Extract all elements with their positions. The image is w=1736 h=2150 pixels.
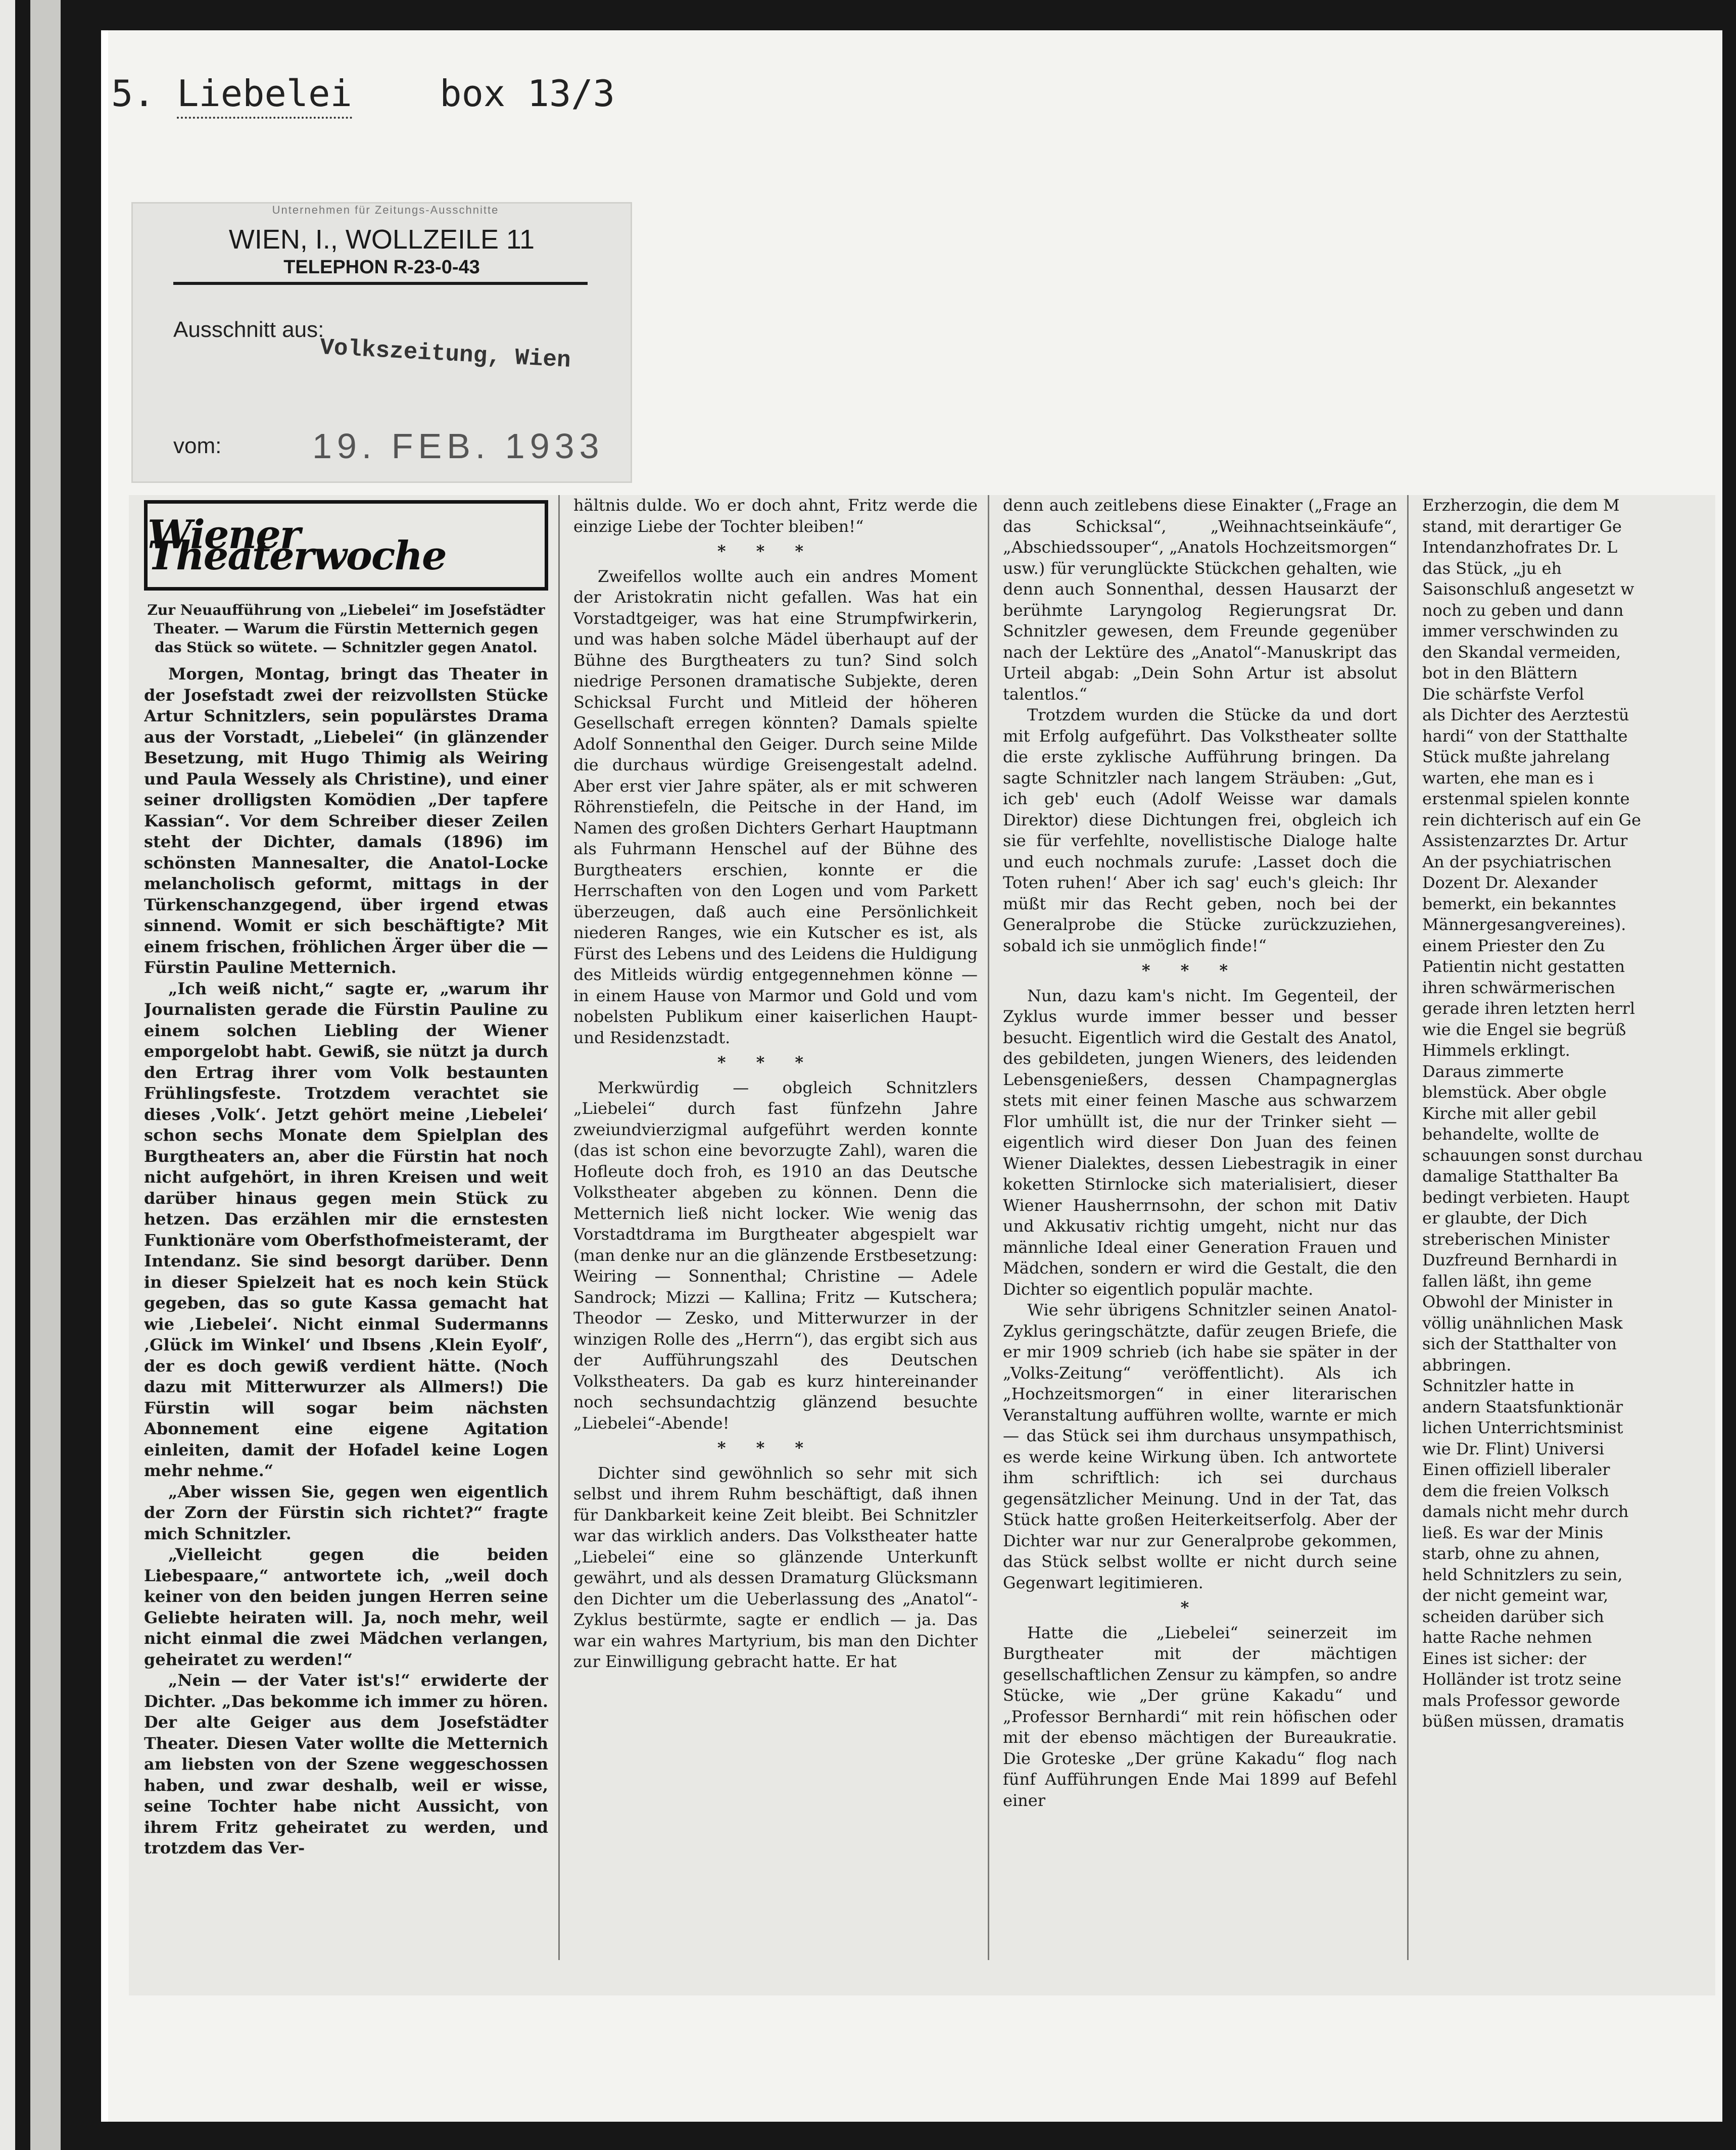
cropped-line: starb, ohne zu ahnen, <box>1422 1544 1600 1563</box>
cropped-line: Duzfreund Bernhardi in <box>1422 1250 1618 1269</box>
stamp-company: Unternehmen für Zeitungs-Ausschnitte <box>272 204 499 216</box>
cropped-line: der nicht gemeint war, <box>1422 1586 1609 1605</box>
section-separator: *** <box>717 1053 834 1072</box>
cropped-line: Erzherzogin, die dem M <box>1422 496 1620 515</box>
cropped-line: hatte Rache nehmen <box>1422 1628 1593 1647</box>
paragraph: „Vielleicht gegen die beiden Liebespaare,“ antwortete ich, „weil doch keiner von den beiden jungen Herren seine Geliebte heiraten will. Ja, noch mehr, weil nicht einmal die zwei Mädchen verlangen, geheiratet zu werden!“ <box>144 1545 548 1669</box>
archive-header <box>111 66 707 121</box>
article-column-1 <box>144 495 548 1965</box>
source-stamp: Volkszeitung, Wien <box>319 334 571 374</box>
paragraph: „Nein — der Vater ist's!“ erwiderte der Dichter. „Das bekomme ich immer zu hören. Der alte Geiger aus dem Josefstädter Theater. Diesen Vater wollte die Metternich am liebsten von der Szene weggeschossen haben, und zwar deshalb, weil er wisse, seine Tochter habe nicht Aussicht, von ihrem Fritz geheiratet zu werden, und trotzdem das Ver- <box>144 1671 548 1858</box>
cropped-line: bot in den Blättern <box>1422 663 1578 682</box>
cropped-line: lichen Unterrichtsminist <box>1422 1418 1623 1437</box>
cropped-line: Männergesangvereines). <box>1422 915 1626 934</box>
cropped-line: einem Priester den Zu <box>1422 936 1605 955</box>
scan-edge-left <box>0 0 15 2150</box>
cropped-line: Intendanzhofrates Dr. L <box>1422 538 1618 557</box>
section-separator: *** <box>1141 961 1259 980</box>
stamp-divider <box>173 282 588 285</box>
cropped-line: Die schärfste Verfol <box>1422 684 1584 704</box>
cropped-line: stand, mit derartiger Ge <box>1422 516 1622 536</box>
cropped-line: Kirche mit aller gebil <box>1422 1103 1597 1123</box>
box-label: box 13/3 <box>440 72 615 115</box>
cropped-line: abbringen. <box>1422 1355 1512 1375</box>
clipping-service-stamp <box>131 202 632 483</box>
cropped-line: held Schnitzlers zu sein, <box>1422 1565 1623 1584</box>
date-stamp: 19. FEB. 1933 <box>312 426 604 466</box>
cropped-line: behandelte, wollte de <box>1422 1125 1600 1144</box>
cropped-line: hardi“ von der Statthalte <box>1422 726 1628 746</box>
cropped-line: Saisonschluß angesetzt w <box>1422 579 1634 599</box>
scan-edge-shadow <box>30 0 61 2150</box>
article-column-2 <box>573 495 978 1965</box>
cropped-line: Daraus zimmerte <box>1422 1061 1564 1081</box>
cropped-line: den Skandal vermeiden, <box>1422 642 1621 662</box>
cropped-line: scheiden darüber sich <box>1422 1606 1604 1626</box>
cropped-line: sich der Statthalter von <box>1422 1334 1617 1353</box>
cropped-line: ließ. Es war der Minis <box>1422 1523 1604 1542</box>
stamp-telephone: TELEPHON R-23-0-43 <box>283 257 480 278</box>
cropped-line: er glaubte, der Dich <box>1422 1208 1587 1228</box>
cropped-line: Eines ist sicher: der <box>1422 1648 1586 1668</box>
cropped-line: wie Dr. Flint) Universi <box>1422 1439 1605 1458</box>
cropped-line: damalige Statthalter Ba <box>1422 1166 1619 1186</box>
paragraph: Nun, dazu kam's nicht. Im Gegenteil, der Zyklus wurde immer besser und besser besucht. Eigentlich wird die Gestalt des Anatol, des gebildeten, jungen Wieners, des leidenden Lebensgenießers, dessen Champagnerglas stets mit einer feinen Masche aus schwarzem Flor umhüllt ist, die nur der Trinker sieht — eigentlich wird dieser Don Juan des feinen Wiener Dialektes, dessen Liebestragik in einer koketten Stirnlocke sich materialisiert, dieser Wiener Hausherrnsohn, der schon mit Dativ und Akkusativ richtig umgeht, nicht nur das männliche Ideal einer Generation Frauen und Mädchen, sondern er wird die Gestalt, die den Dichter so eigentlich populär machte. <box>1003 986 1397 1299</box>
stamp-address: WIEN, I., WOLLZEILE 11 <box>228 224 535 255</box>
cropped-line: warten, ehe man es i <box>1422 768 1594 788</box>
cropped-line: Schnitzler hatte in <box>1422 1376 1575 1395</box>
excerpt-label: Ausschnitt aus: <box>173 317 324 342</box>
cropped-line: völlig unähnlichen Mask <box>1422 1313 1623 1333</box>
cropped-line: Stück mußte jahrelang <box>1422 747 1610 766</box>
cropped-line: erstenmal spielen konnte <box>1422 789 1630 808</box>
cropped-line: dem die freien Volksch <box>1422 1481 1609 1500</box>
article-column-3 <box>1003 495 1397 1965</box>
cropped-line: immer verschwinden zu <box>1422 621 1619 641</box>
newspaper-clipping <box>129 495 1715 1995</box>
cropped-line: Himmels erklingt. <box>1422 1041 1570 1060</box>
subheadline: Zur Neuaufführung von „Liebelei“ im Josefstädter Theater. — Warum die Fürstin Metternich gegen das Stück so wütete. — Schnitzler gegen Anatol. <box>147 602 545 656</box>
cropped-line: das Stück, „ju eh <box>1422 558 1562 578</box>
cropped-line: Holländer ist trotz seine <box>1422 1670 1622 1689</box>
cropped-line: Obwohl der Minister in <box>1422 1292 1613 1311</box>
paragraph: Trotzdem wurden die Stücke da und dort mit Erfolg aufgeführt. Das Volkstheater sollte die erste zyklische Aufführung bringen. Da sagte Schnitzler nach langem Sträuben: „Gut, ich geb' euch (Adolf Weisse war damals Direktor) diese Dichtungen frei, obgleich ich sie für verfehlte, novellistische Dialoge halte und euch nochmals zurufe: ‚Lasset doch die Toten ruhen!‘ Aber ich sag' euch's gleich: Ihr müßt mir das Recht geben, noch bei der Generalprobe die Stücke zurückzuziehen, sobald ich sie unmöglich finde!“ <box>1003 705 1397 955</box>
cropped-line: andern Staatsfunktionär <box>1422 1397 1623 1416</box>
paragraph: „Ich weiß nicht,“ sagte er, „warum ihr Journalisten gerade die Fürstin Pauline zu einem solchen Liebling der Wiener emporgelobt habt. Gewiß, sie nützt ja durch den Ertrag ihrer vom Volk bestaunten Frühlingsfeste. Trotzdem verachtet sie dieses ‚Volk‘. Jetzt gehört meine ‚Liebelei‘ schon sechs Monate dem Spielplan des Burgtheaters an, aber die Fürstin hat noch nicht aufgehört, in ihren Kreisen und weit darüber hinaus gegen mein Stück zu hetzen. Das erzählen mir die ernstesten Funktionäre vom Oberfsthofmeisteramt, der Intendanz. Sie sind besorgt darüber. Denn in dieser Spielzeit hat es noch kein Stück gegeben, das so gute Kassa gemacht hat wie ‚Liebelei‘. Nicht einmal Sudermanns ‚Glück im Winkel‘ und Ibsens ‚Klein Eyolf‘, der es doch gewiß verdient hätte. (Noch dazu mit Mitterwurzer als Allmers!) Die Fürstin will sogar beim nächsten Abonnement eine eigene Agitation einleiten, damit der Hofadel keine Logen mehr nehme.“ <box>144 979 548 1480</box>
cropped-line: damals nicht mehr durch <box>1422 1502 1629 1521</box>
cropped-line: noch zu geben und dann <box>1422 600 1624 620</box>
cropped-line: Dozent Dr. Alexander <box>1422 873 1598 892</box>
cropped-line: schauungen sonst durchau <box>1422 1145 1643 1165</box>
paragraph: „Aber wissen Sie, gegen wen eigentlich der Zorn der Fürstin sich richtet?“ fragte mich Schnitzler. <box>144 1482 548 1543</box>
cropped-line: rein dichterisch auf ein Ge <box>1422 810 1642 829</box>
cropped-line: ihren schwärmerischen <box>1422 978 1615 997</box>
collection-title: Liebelei <box>177 72 352 119</box>
date-label: vom: <box>173 433 222 458</box>
section-separator: *** <box>717 542 834 561</box>
cropped-line: bemerkt, ein bekanntes <box>1422 894 1616 913</box>
paragraph: hältnis dulde. Wo er doch ahnt, Fritz werde die einzige Liebe der Tochter bleiben!“ <box>573 496 978 536</box>
paragraph: Hatte die „Liebelei“ seinerzeit im Burgtheater mit der mächtigen gesellschaftlichen Zensur zu kämpfen, so andre Stücke, wie „Der grüne Kakadu“ und „Professor Bernhardi“ mit rein höfischen oder mit der ebenso mächtigen der Bureaukratie. Die Groteske „Der grüne Kakadu“ flog nach fünf Aufführungen Ende Mai 1899 auf Befehl einer <box>1003 1623 1397 1810</box>
paragraph: Wie sehr übrigens Schnitzler seinen Anatol-Zyklus geringschätzte, dafür zeugen Briefe, die er mir 1909 schrieb (ich habe sie später in der „Volks-Zeitung“ veröffentlicht). Als ich „Hochzeitsmorgen“ in einer literarischen Veranstaltung aufführen wollte, warnte er mich — das Stück sei ihm durchaus unsympathisch, es werde keine Wirkung üben. Ich antwortete ihm schriftlich: ich sei durchaus gegensätzlicher Meinung. Und in der Tat, das Stück hatte großen Heiterkeitserfolg. Aber der Dichter war nur zur Generalprobe gekommen, das Stück selbst wollte er nicht durch seine Gegenwart legitimieren. <box>1003 1300 1397 1592</box>
cropped-line: streberischen Minister <box>1422 1229 1610 1249</box>
column-rule <box>1407 495 1409 1960</box>
cropped-line: An der psychiatrischen <box>1422 852 1612 871</box>
masthead: Wiener Theaterwoche <box>144 500 548 591</box>
cropped-line: büßen müssen, dramatis <box>1422 1712 1624 1731</box>
section-separator: * <box>1180 1598 1220 1617</box>
article-column-4-cropped <box>1422 495 1705 1965</box>
cropped-line: wie die Engel sie begrüß <box>1422 1019 1626 1039</box>
cropped-line: gerade ihren letzten herrl <box>1422 999 1635 1018</box>
column-rule <box>988 495 989 1960</box>
cropped-line: bedingt verbieten. Haupt <box>1422 1187 1629 1207</box>
cropped-line: Patientin nicht gestatten <box>1422 957 1625 976</box>
paragraph: Zweifellos wollte auch ein andres Moment der Aristokratin nicht gefallen. Was hat ein Vorstadtgeiger, was hat eine Strumpfwirkerin, und was haben solche Mädel überhaupt auf der Bühne des Burgtheaters zu tun? Sind solch niedrige Personen dramatische Subjekte, deren Schicksal Furcht und Mitleid der höheren Gesellschaft erregen könnten? Damals spielte Adolf Sonnenthal den Geiger. Durch seine Milde die durchaus würdige Greisengestalt adelnd. Aber erst vier Jahre später, als er mit schweren Röhrenstiefeln, die Peitsche in der Hand, im Namen des großen Dichters Gerhart Hauptmann als Fuhrmann Henschel auf der Bühne des Burgtheaters erschien, konnte er die Herrschaften von den Logen und vom Parkett überzeugen, daß auch eine Persönlichkeit niederen Ranges, wie ein Kutscher es ist, als Fürst des Lebens und des Leidens die Huldigung des Mitleids würdig entgegennehmen könne — in einem Hause von Marmor und Gold und vom nobelsten Publikum einer kaiserlichen Haupt- und Residenzstadt. <box>573 566 978 1047</box>
cropped-line: Assistenzarztes Dr. Artur <box>1422 831 1628 850</box>
cropped-line: mals Professor geworde <box>1422 1690 1620 1710</box>
paragraph: denn auch zeitlebens diese Einakter („Frage an das Schicksal“, „Weihnachtseinkäufe“, „Abschiedssouper“, „Anatols Hochzeitsmorgen“ usw.) für verunglückte Stückchen gehalten, wie denn auch Sonnenthal, dessen Hausarzt der berühmte Laryngolog Regierungsrat Dr. Schnitzler gewesen, dem Freunde gegenüber nach der Lektüre des „Anatol“-Manuskript das Urteil abgab: „Dein Sohn Artur ist absolut talentlos.“ <box>1003 496 1397 704</box>
paragraph: Dichter sind gewöhnlich so sehr mit sich selbst und ihrem Ruhm beschäftigt, daß ihnen für Dankbarkeit keine Zeit bleibt. Bei Schnitzler war das wirklich anders. Das Volkstheater hatte „Liebelei“ eine so glänzende Unterkunft gewährt, und als dessen Dramaturg Glücksmann den Dichter um die Ueberlassung des „Anatol“-Zyklus bestürmte, sagte er endlich — ja. Das war ein wahres Martyrium, bis man den Dichter zur Einwilligung gebracht hatte. Er hat <box>573 1463 978 1671</box>
cropped-line: blemstück. Aber obgle <box>1422 1083 1607 1102</box>
cropped-line: Einen offiziell liberaler <box>1422 1460 1610 1479</box>
column-rule <box>558 495 560 1960</box>
section-separator: *** <box>717 1438 834 1457</box>
cropped-line: als Dichter des Aerztestü <box>1422 705 1629 724</box>
cropped-line: fallen läßt, ihn geme <box>1422 1271 1592 1291</box>
item-number: 5. <box>111 72 155 115</box>
paragraph: Morgen, Montag, bringt das Theater in der Josefstadt zwei der reizvollsten Stücke Artur Schnitzlers, sein populärstes Drama aus der Vorstadt, „Liebelei“ (in glänzender Besetzung, mit Hugo Thimig als Weiring und Paula Wessely als Christine), und einer seiner drolligsten Komödien „Der tapfere Kassian“. Vor dem Schreiber dieser Zeilen steht der Dichter, damals (1896) im schönsten Mannesalter, die Anatol-Locke melancholisch geformt, mittags in der Türkenschanzgegend, über irgend etwas sinnend. Womit er sich beschäftigte? Mit einem frischen, fröhlichen Ärger über die — Fürstin Pauline Metternich. <box>144 664 548 977</box>
paragraph: Merkwürdig — obgleich Schnitzlers „Liebelei“ durch fast fünfzehn Jahre zweiundvierzigmal aufgeführt werden konnte (das ist schon eine bevorzugte Zahl), waren die Hofleute doch froh, es 1910 an das Deutsche Volkstheater abgeben zu können. Denn die Metternich ließ nicht locker. Wie wenig das Vorstadtdrama im Burgtheater abgespielt war (man denke nur an die glänzende Erstbesetzung: Weiring — Sonnenthal; Christine — Adele Sandrock; Mizzi — Kallina; Fritz — Kutschera; Theodor — Zesko, und Mitterwurzer in der winzigen Rolle des „Herrn“), das ergibt sich aus der Aufführungszahl des Deutschen Volkstheaters. Da gab es kurz hintereinander noch sechsundachtzig glänzend besuchte „Liebelei“-Abende! <box>573 1078 978 1433</box>
